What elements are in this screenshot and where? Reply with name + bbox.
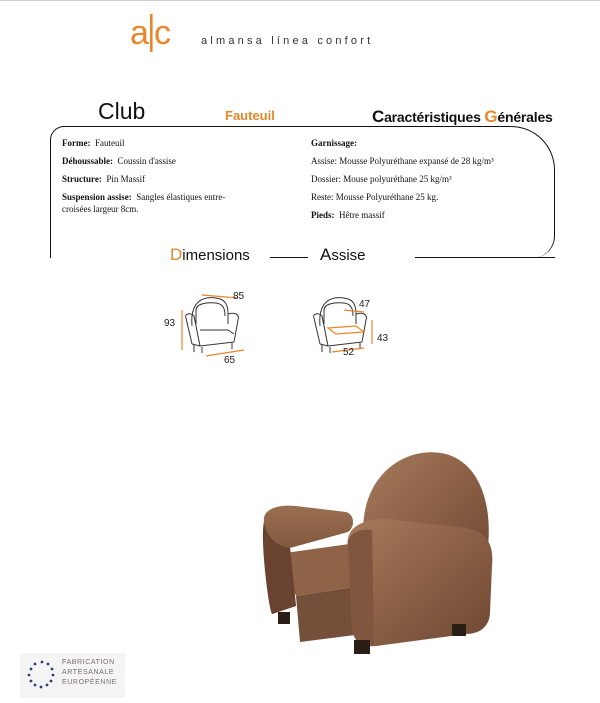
spec-pieds: Pieds: Hêtre massif	[311, 210, 385, 220]
spec-forme: Forme: Fauteuil	[62, 138, 125, 148]
model-name: Club	[98, 98, 146, 124]
product-type: Fauteuil	[225, 108, 275, 123]
spec-reste: Reste: Mousse Polyuréthane 25 kg.	[311, 192, 439, 202]
seat-width-label: 52	[343, 347, 355, 358]
spec-dehoussable: Déhoussable: Coussin d'assise	[62, 156, 176, 166]
dimensions-divider	[270, 257, 308, 258]
badge-text: FABRICATION ARTESANALE EUROPÉENNE	[62, 659, 118, 686]
spec-dossier: Dossier: Mouse polyuréthane 25 kg/m³	[311, 174, 452, 184]
spec-suspension-cont: croisées largeur 8cm.	[62, 204, 139, 214]
general-characteristics-title: Caractéristiques Générales	[372, 107, 553, 126]
chair-height-label: 93	[164, 318, 176, 329]
chair-width-label: 65	[224, 355, 236, 366]
chair-depth-label: 85	[233, 291, 245, 302]
brand-tagline: almansa línea confort	[201, 35, 374, 47]
svg-text:a: a	[130, 14, 147, 52]
seat-height-label: 43	[377, 333, 389, 344]
svg-text:c: c	[154, 14, 171, 52]
spec-structure: Structure: Pin Massif	[62, 174, 146, 184]
spec-suspension: Suspension assise: Sangles élastiques entre-	[62, 192, 226, 202]
seat-depth-label: 47	[359, 299, 371, 310]
alc-logo	[130, 12, 178, 56]
seat-title: Assise	[320, 245, 366, 264]
top-divider	[0, 0, 600, 1]
spec-garnissage: Garnissage:	[311, 138, 357, 148]
spec-assise: Assise: Mousse Polyuréthane expansé de 28 kg/m³	[311, 156, 494, 166]
armchair-photo	[256, 436, 496, 666]
dimensions-title: Dimensions	[170, 245, 250, 264]
